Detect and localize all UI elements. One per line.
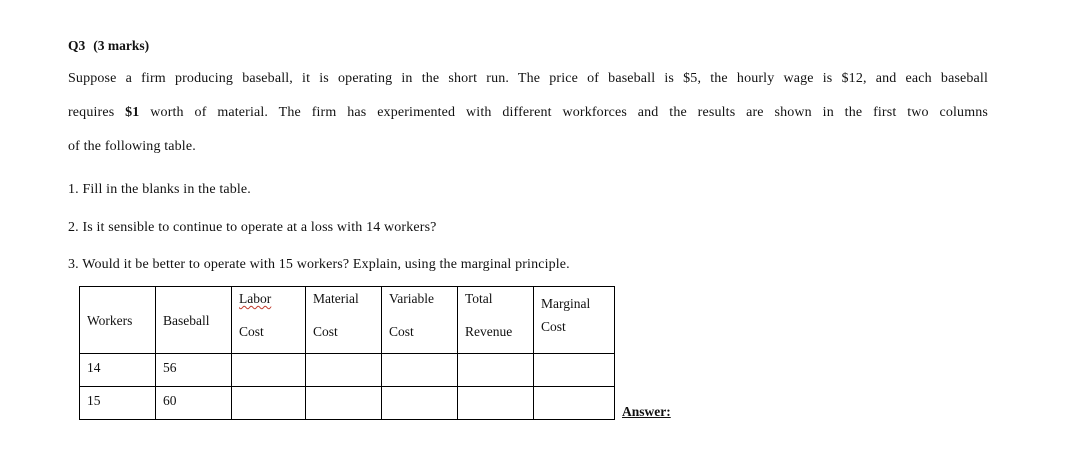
cell-marginal-cost[interactable] (534, 354, 615, 387)
cost-table (79, 286, 615, 420)
question-marks: (3 marks) (93, 38, 150, 53)
cell-material-cost[interactable] (306, 354, 382, 387)
answer-label: Answer: (622, 404, 671, 419)
question-text-line-1: Suppose a firm producing baseball, it is operating in the short run. The price of baseball is $5, the hourly wage is $12, and each baseball (68, 71, 988, 86)
sub-question-2: 2. Is it sensible to continue to operate at a loss with 14 workers? (68, 220, 437, 235)
cell-workers: 15 (80, 387, 156, 420)
line2-post: worth of material. The firm has experimented with different workforces and the results are shown in the first two columns (150, 105, 988, 120)
question-number: Q3 (68, 38, 86, 53)
cell-workers: 14 (80, 354, 156, 387)
header-labor-cost: Labor Cost (232, 287, 306, 354)
question-text-line-3: of the following table. (68, 139, 196, 154)
cell-labor-cost[interactable] (232, 387, 306, 420)
material-amount: $1 (125, 105, 140, 120)
sub-question-1: 1. Fill in the blanks in the table. (68, 182, 251, 197)
table-header-row (80, 287, 615, 354)
header-marginal-cost: Marginal Cost (534, 287, 615, 354)
header-total-revenue: Total Revenue (458, 287, 534, 354)
cell-labor-cost[interactable] (232, 354, 306, 387)
header-workers: Workers (80, 287, 156, 354)
table-row (80, 354, 615, 387)
cell-baseball: 56 (156, 354, 232, 387)
cell-variable-cost[interactable] (382, 387, 458, 420)
cell-material-cost[interactable] (306, 387, 382, 420)
line2-pre: requires (68, 105, 115, 120)
table-row (80, 387, 615, 420)
question-heading (68, 38, 149, 54)
question-text-line-2 (68, 105, 988, 121)
header-baseball: Baseball (156, 287, 232, 354)
cell-total-revenue[interactable] (458, 354, 534, 387)
cell-total-revenue[interactable] (458, 387, 534, 420)
cell-marginal-cost[interactable] (534, 387, 615, 420)
header-variable-cost: Variable Cost (382, 287, 458, 354)
cell-baseball: 60 (156, 387, 232, 420)
header-material-cost: Material Cost (306, 287, 382, 354)
sub-question-3: 3. Would it be better to operate with 15 workers? Explain, using the marginal principle. (68, 257, 570, 272)
cell-variable-cost[interactable] (382, 354, 458, 387)
